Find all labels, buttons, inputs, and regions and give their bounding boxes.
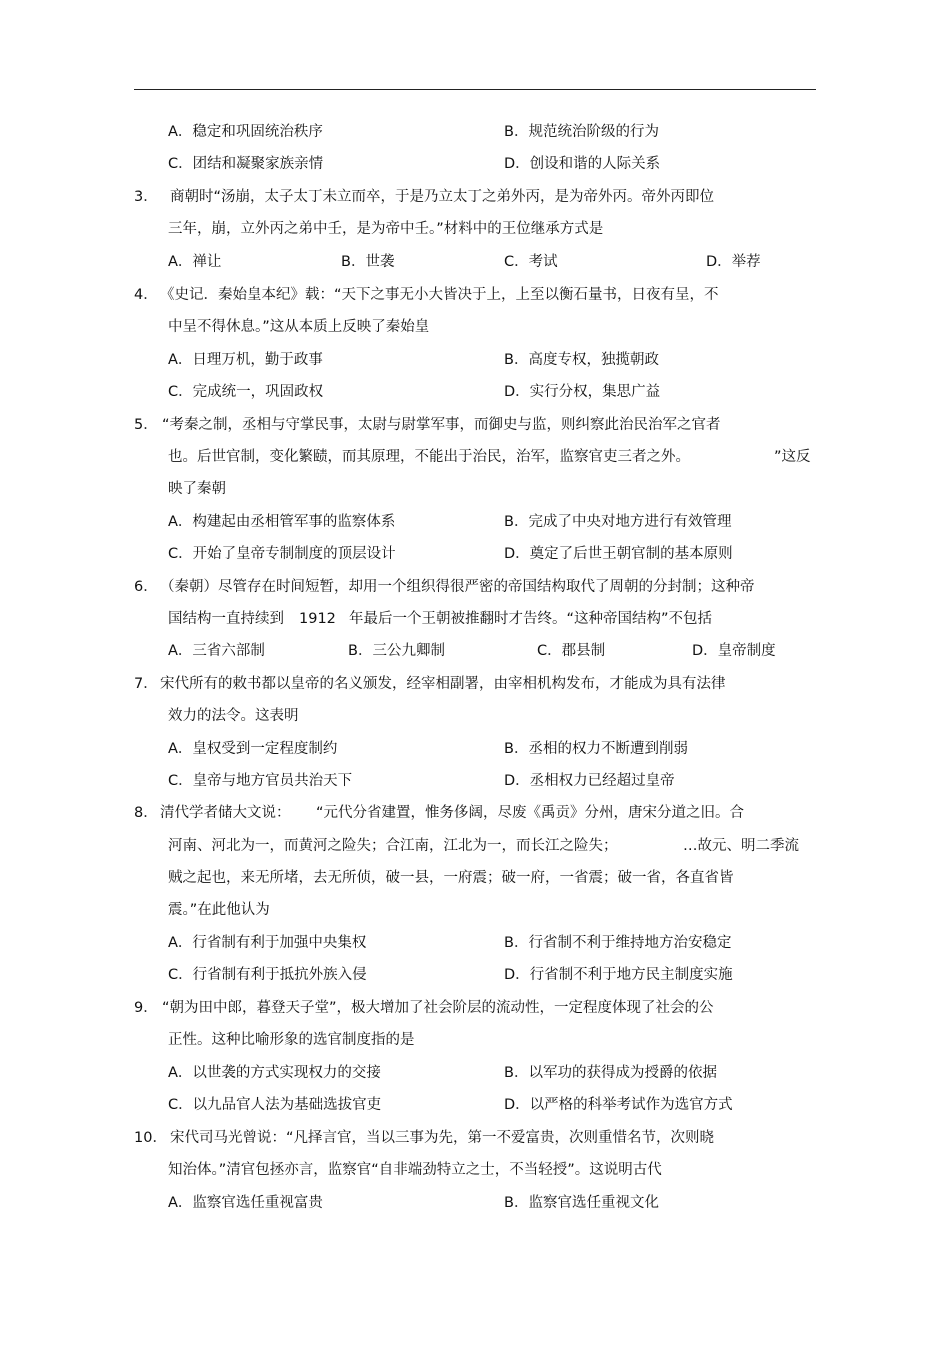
q9-option-c: C．以九品官人法为基础选拔官吏 (168, 1097, 382, 1113)
q10-option-b: B．监察官选任重视文化 (504, 1195, 659, 1211)
q8-stem-line3: 贼之起也，来无所堵，去无所侦，破一县，一府震；破一府，一省震；破一省，各直省皆 (168, 870, 734, 886)
q6-option-c: C．郡县制 (537, 643, 606, 659)
q8-stem-line2: 河南、河北为一，而黄河之险失；合江南，江北为一，而长江之险失； (168, 838, 618, 854)
q10-number: 10． (134, 1130, 167, 1146)
q6-stem-line1: （秦朝）尽管存在时间短暂，却用一个组织得很严密的帝国结构取代了周朝的分封制；这种帝 (160, 579, 755, 595)
q3-stem-line1: 商朝时“汤崩，太子太丁未立而卒，于是乃立太丁之弟外丙，是为帝外丙。帝外丙即位 (170, 189, 715, 205)
q7-option-a: A．皇权受到一定程度制约 (168, 741, 338, 757)
q9-option-d: D．以严格的科举考试作为选官方式 (504, 1097, 733, 1113)
q4-stem-line1: 《史记．秦始皇本纪》载：“天下之事无小大皆决于上，上至以衡石量书，日夜有呈，不 (160, 287, 719, 303)
q5-stem-line3: 映了秦朝 (168, 481, 226, 497)
q10-option-a: A．监察官选任重视富贵 (168, 1195, 323, 1211)
q9-number: 9． (134, 1000, 158, 1016)
q3-number: 3． (134, 189, 158, 205)
q3-option-d: D．举荐 (706, 254, 761, 270)
q2-option-c: C．团结和凝聚家族亲情 (168, 156, 324, 172)
q6-option-a: A．三省六部制 (168, 643, 265, 659)
q4-option-d: D．实行分权，集思广益 (504, 384, 661, 400)
q6-stem-line2-end: 年最后一个王朝被推翻时才告终。“这种帝国结构”不包括 (349, 611, 713, 627)
q4-option-b: B．高度专权，独揽朝政 (504, 352, 659, 368)
q6-stem-line2-year: 1912 (299, 611, 336, 627)
q5-option-d: D．奠定了后世王朝官制的基本原则 (504, 546, 733, 562)
q4-stem-line2: 中呈不得休息。”这从本质上反映了秦始皇 (168, 319, 430, 335)
q2-option-a: A．稳定和巩固统治秩序 (168, 124, 323, 140)
q8-number: 8． (134, 805, 158, 821)
q7-stem-line2: 效力的法令。这表明 (168, 708, 299, 724)
q4-option-a: A．日理万机，勤于政事 (168, 352, 323, 368)
q10-stem-line1: 宋代司马光曾说：“凡择言官，当以三事为先，第一不爱富贵，次则重惜名节，次则晓 (170, 1130, 715, 1146)
q3-option-a: A．禅让 (168, 254, 222, 270)
q5-stem-line2-end: ”这反 (774, 449, 811, 465)
q7-option-d: D．丞相权力已经超过皇帝 (504, 773, 675, 789)
q5-option-a: A．构建起由丞相管军事的监察体系 (168, 514, 396, 530)
q8-option-a: A．行省制有利于加强中央集权 (168, 935, 367, 951)
q10-stem-line2: 知治体。”清官包拯亦言，监察官“自非端劲特立之士，不当轻授”。这说明古代 (168, 1162, 662, 1178)
q8-stem-line4: 震。”在此他认为 (168, 902, 270, 918)
q7-option-c: C．皇帝与地方官员共治天下 (168, 773, 353, 789)
q9-stem-line2: 正性。这种比喻形象的选官制度指的是 (168, 1032, 415, 1048)
q8-option-d: D．行省制不利于地方民主制度实施 (504, 967, 733, 983)
q4-option-c: C．完成统一，巩固政权 (168, 384, 324, 400)
q6-stem-line2-start: 国结构一直持续到 (168, 611, 284, 627)
q3-option-c: C．考试 (504, 254, 558, 270)
q9-option-b: B．以军功的获得成为授爵的依据 (504, 1065, 717, 1081)
q6-option-b: B．三公九卿制 (348, 643, 445, 659)
q6-option-d: D．皇帝制度 (692, 643, 776, 659)
q8-stem-line2-end: …故元、明二季流 (683, 838, 799, 854)
q8-option-c: C．行省制有利于抵抗外族入侵 (168, 967, 367, 983)
q7-option-b: B．丞相的权力不断遭到削弱 (504, 741, 688, 757)
q5-number: 5． (134, 417, 158, 433)
q9-stem-line1: “朝为田中郎，暮登天子堂”，极大增加了社会阶层的流动性，一定程度体现了社会的公 (162, 1000, 714, 1016)
q6-number: 6． (134, 579, 158, 595)
q4-number: 4． (134, 287, 158, 303)
q5-stem-line1: “考秦之制，丞相与守掌民事，太尉与尉掌军事，而御史与监，则纠察此治民治军之官者 (162, 417, 721, 433)
q5-stem-line2: 也。后世官制，变化繁赜，而其原理，不能出于治民，治军，监察官吏三者之外。 (168, 449, 690, 465)
q3-option-b: B．世袭 (341, 254, 395, 270)
q2-option-b: B．规范统治阶级的行为 (504, 124, 659, 140)
q7-stem-line1: 宋代所有的敕书都以皇帝的名义颁发，经宰相副署，由宰相机构发布，才能成为具有法律 (160, 676, 726, 692)
q7-number: 7． (134, 676, 158, 692)
q8-option-b: B．行省制不利于维持地方治安稳定 (504, 935, 732, 951)
q5-option-c: C．开始了皇帝专制制度的顶层设计 (168, 546, 396, 562)
q8-stem-line1-start: 清代学者储大文说： (160, 805, 291, 821)
q3-stem-line2: 三年，崩，立外丙之弟中壬，是为帝中壬。”材料中的王位继承方式是 (168, 221, 604, 237)
q8-stem-line1: “元代分省建置，惟务侈阔，尽废《禹贡》分州，唐宋分道之旧。合 (316, 805, 745, 821)
q2-option-d: D．创设和谐的人际关系 (504, 156, 661, 172)
header-rule (134, 89, 816, 90)
q9-option-a: A．以世袭的方式实现权力的交接 (168, 1065, 381, 1081)
q5-option-b: B．完成了中央对地方进行有效管理 (504, 514, 732, 530)
